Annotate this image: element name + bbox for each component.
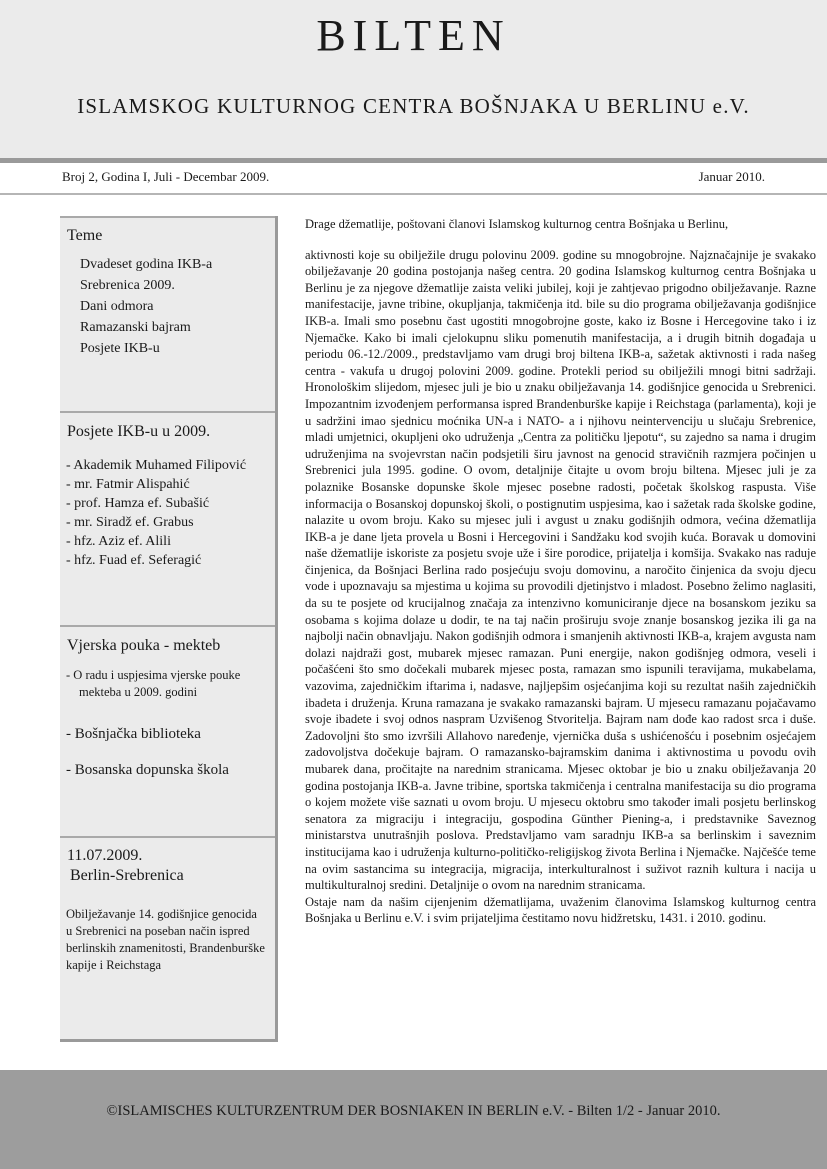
header xyxy=(0,0,827,158)
footer-copyright: ©ISLAMISCHES KULTURZENTRUM DER BOSNIAKEN IN BERLIN e.V. - Bilten 1/2 - Januar 2010. xyxy=(106,1103,721,1119)
article-body: aktivnosti koje su obilježile drugu polovinu 2009. godine su mnogobrojne. Najznačajnije je svakako obilježavanje 20 godina postojanja našeg centra. 20 godina Islamskog kulturnog centra Bošnjaka u Berlinu je za njegove džematlije zaista veliki jubilej, koji je zahtjevao prigodno obilježavanje. Razne manifestacije, javne tribine, okupljanja, takmičenja itd. bile su dio programa obilježavanja godišnjice IKB-a. Imali smo posebnu čast ugostiti mnogobrojne goste, kako iz Bosne i Hercegovine tako i iz Njemačke. Kako bi imali cjelokupnu sliku pomenutih manifestacija, a i drugih bitnih događaja u periodu 06.-12./2009., predstavljamo vam drugi broj biltena IKB-a, sažetak aktivnosti i rada našeg centra - vakufa u drugoj polovini 2009. godine. Protekli period su obilježili mnogi bitni sadržaji. Hronološkim slijedom, mjesec juli je bio u znaku obilježavanja 14. godišnjice genocida u Srebrenici. Impozantnim izvođenjem performansa ispred Brandenburške kapije i Reichstaga (parlamenta), koji je u sadržini imao sjednicu moćnika UN-a i NATO- a i njihovu neintervenciju u slučaju Srebrenice, mladi umjetnici, okupljeni oko udruženja „Centra za političku ljepotu“, su zajedno sa nama i drugim udruženjima na svojevrstan način podsjetili širu javnost na genocid stravičnih razmjera počinjen u Srebrenici jula 1995. godine. O ovom, detaljnije čitajte u ovom broju biltena. Mjesec juli je za polaznike Bosanske dopunske škole mjesec posebne radosti, početak školskog raspusta. Više informacija o Bosanskoj dopunskoj školi, o postignutim uspjesima, kao i sažetak rada školske godine, nalazite u ovom broju. Kako su mjesec juli i avgust u znaku godišnjih odmora, većina džematlija IKB-a je dane ljeta provela u Bosni i Hercegovini i Sandžaku kod svojih kuća. Boravak u domovini naše džematlije iskoriste za posjetu svoje uže i šire porodice, prijatelja i komšija. Svakako nas raduje činjenica, da Bošnjaci Berlina rado posjećuju svoju domovinu, a naročito činjenica da svoju djecu vode i upoznavaju sa mjestima u kojima su provodili djetinjstvo i mladost. Posebno želimo naglasiti, da su te posjete od krucijalnog značaja za intenzivno komuniciranje djece na bosanskom jeziku sa osobama s kojima dolaze u dodir, te na taj način proširuju svoje znanje bosanskog jezika ili ga na najbolji način obnavljaju. Nakon godišnjih odmora i smanjenih aktivnosti IKB-a, krajem avgusta nam dolazi najdraži gost, mubarek mjesec ramazan. Puni energije, nakon godišnjeg odmora, veseli i počašćeni što smo dočekali mubarek mjesec posta, ramazan smo ispunili teravijama, mukabelama, vazovima, zajedničkim iftarima i, nadasve, najljepšim osjećanjima koji su rezultat naših zajedničkih ibadeta i druženja. Kruna ramazana je svakako ramazanski bajram. U mjesecu ramazanu pojačavamo svoje ibadete i svoj odnos naspram Uzvišenog Stvoritelja. Bajram nam dođe kao radost srca i duše. Zadovoljni što smo izvršili Allahovo naređenje, vjernička duša s ushićenošću i posebnim osjećajem zadovoljstva dočekuje bajram. O ramazansko-bajramskim danima i aktivnostima u povodu ovih mubarek dana, pročitajte na narednim stranicama. Mjesec oktobar je bio u znaku obilježavanja 20 godina postojanja IKB-a. Javne tribine, sportska takmičenja i centralna manifestacija su dio programa o kojem možete više saznati u ovom broju. U mjesecu oktobru smo također imali posjetu berlinskog senatora za migraciju i integraciju, gospodina Günther Piening-a, i predstavnike Saveznog ministarstva unutrašnjih poslova. Predstavljamo vam saradnju IKB-a sa berlinskim i saveznim institucijama kao i udruženja kulturno-političko-religijskog života Berlina i Njemačke. Najčešće teme na ovim sastancima su integracija, migracija, interkulturalnost i suživot raznih kultura i nacija u multikulturalnoj sredini. Detaljnije o ovom na narednim stranicama. Ostaje nam da našim cijenjenim džematlijama, uvaženim članovima Islamskog kulturnog centra Bošnjaka u Berlinu e.V. i svim prijateljima čestitamo novu hidžretsku, 1431. i 2010. godinu. xyxy=(305,247,816,926)
themes-item: Srebrenica 2009. xyxy=(80,278,175,293)
issue-divider xyxy=(0,193,827,195)
event-date: 11.07.2009. xyxy=(67,847,143,864)
event-description: Obilježavanje 14. godišnjice genocida u Srebrenici na poseban način ispred berlinskih znamenitosti, Brandenburške kapije i Reichstaga xyxy=(66,907,265,972)
themes-list xyxy=(80,254,212,359)
footer xyxy=(0,1070,827,1169)
themes-item: Dvadeset godina IKB-a xyxy=(80,257,213,272)
sidebar-divider xyxy=(60,411,275,413)
sidebar-edge xyxy=(275,216,278,1042)
issue-info: Broj 2, Godina I, Juli - Decembar 2009. xyxy=(62,169,270,184)
themes-item: Dani odmora xyxy=(80,299,154,314)
visits-list xyxy=(66,456,246,570)
mekteb-item: - O radu i uspjesima vjerske pouke xyxy=(66,668,241,682)
sidebar-divider xyxy=(60,216,275,218)
mekteb-title: Vjerska pouka - mekteb xyxy=(67,637,221,654)
header-divider xyxy=(0,158,827,163)
event-place: Berlin-Srebrenica xyxy=(70,867,184,884)
themes-title: Teme xyxy=(67,227,103,244)
sidebar xyxy=(60,216,275,1039)
library-item: - Bošnjačka biblioteka xyxy=(66,726,201,742)
mekteb-item: mekteba u 2009. godini xyxy=(79,685,198,699)
visits-item: - hfz. Aziz ef. Alili xyxy=(66,534,171,549)
visits-item: - hfz. Fuad ef. Seferagić xyxy=(66,553,202,568)
visits-item: - mr. Siradž ef. Grabus xyxy=(66,515,194,530)
article-greeting: Drage džematlije, poštovani članovi Islamskog kulturnog centra Bošnjaka u Berlinu, xyxy=(305,217,729,231)
themes-item: Ramazanski bajram xyxy=(80,320,191,335)
visits-item: - mr. Fatmir Alispahić xyxy=(66,477,190,492)
themes-item: Posjete IKB-u xyxy=(80,341,160,356)
issue-date: Januar 2010. xyxy=(698,169,765,184)
article xyxy=(305,216,816,927)
school-item: - Bosanska dopunska škola xyxy=(66,762,229,778)
visits-item: - prof. Hamza ef. Subašić xyxy=(66,496,210,511)
visits-title: Posjete IKB-u u 2009. xyxy=(67,423,211,440)
sidebar-divider xyxy=(60,836,275,838)
visits-item: - Akademik Muhamed Filipović xyxy=(66,458,247,473)
sidebar-edge xyxy=(60,1039,278,1042)
masthead-title: BILTEN xyxy=(316,11,511,60)
sidebar-divider xyxy=(60,625,275,627)
masthead-subtitle: ISLAMSKOG KULTURNOG CENTRA BOŠNJAKA U BERLINU e.V. xyxy=(77,94,750,118)
